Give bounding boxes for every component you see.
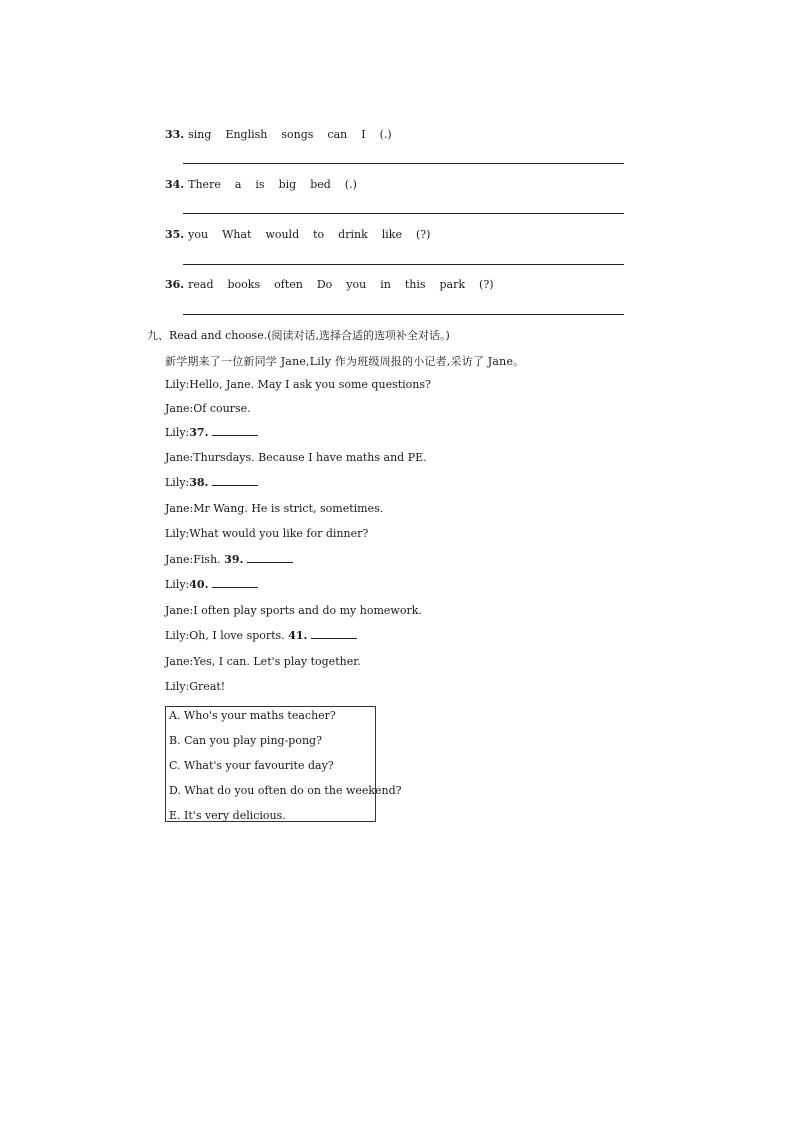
line-text: Fish. <box>193 553 221 566</box>
speaker: Jane: <box>165 402 194 415</box>
punctuation-hint: (?) <box>415 228 431 241</box>
blank-number: 41. <box>288 629 308 642</box>
dialogue-line <box>165 451 427 464</box>
question-number: 33. <box>165 128 185 141</box>
line-text: Oh, I love sports. <box>189 629 285 642</box>
question-36 <box>165 278 508 291</box>
speaker: Lily: <box>165 378 190 391</box>
blank-number: 37. <box>189 426 209 439</box>
dialogue-line <box>165 604 422 617</box>
punctuation-hint: (.) <box>379 128 392 141</box>
dialogue-line <box>165 426 258 439</box>
word: read <box>188 278 214 291</box>
option-c[interactable]: C. What's your favourite day? <box>169 759 334 772</box>
question-number: 34. <box>165 178 185 191</box>
line-text: Great! <box>189 680 226 693</box>
speaker: Jane: <box>165 451 194 464</box>
option-a[interactable]: A. Who's your maths teacher? <box>169 709 336 722</box>
option-e[interactable]: E. It's very delicious. <box>169 809 286 822</box>
line-text: Thursdays. Because I have maths and PE. <box>193 451 427 464</box>
answer-line-33[interactable] <box>183 163 624 164</box>
speaker: Lily: <box>165 527 190 540</box>
word: I <box>361 128 366 141</box>
answer-blank-39[interactable] <box>247 553 293 563</box>
speaker: Lily: <box>165 476 190 489</box>
dialogue-line <box>165 527 368 540</box>
dialogue-line <box>165 402 251 415</box>
word: songs <box>281 128 314 141</box>
speaker: Jane: <box>165 553 194 566</box>
word: is <box>255 178 265 191</box>
dialogue-line <box>165 553 293 566</box>
dialogue-line <box>165 476 258 489</box>
line-text: Of course. <box>193 402 251 415</box>
speaker: Lily: <box>165 426 190 439</box>
question-number: 36. <box>165 278 185 291</box>
question-34 <box>165 178 371 191</box>
line-text: Mr Wang. He is strict, sometimes. <box>193 502 384 515</box>
answer-blank-40[interactable] <box>212 578 258 588</box>
question-35 <box>165 228 444 241</box>
word: like <box>381 228 402 241</box>
options-box <box>165 706 402 822</box>
speaker: Jane: <box>165 502 194 515</box>
line-text: Hello, Jane. May I ask you some questions? <box>189 378 431 391</box>
word: this <box>404 278 426 291</box>
option-b[interactable]: B. Can you play ping-pong? <box>169 734 322 747</box>
word: would <box>265 228 300 241</box>
word: books <box>227 278 261 291</box>
dialogue-line <box>165 578 258 591</box>
blank-number: 38. <box>189 476 209 489</box>
answer-blank-37[interactable] <box>212 426 258 436</box>
blank-number: 39. <box>224 553 244 566</box>
line-text: What would you like for dinner? <box>189 527 369 540</box>
dialogue-line <box>165 378 431 391</box>
question-number: 35. <box>165 228 185 241</box>
section-title: 九、Read and choose.(阅读对话,选择合适的选项补全对话。) <box>147 329 450 342</box>
word: park <box>439 278 466 291</box>
answer-blank-38[interactable] <box>212 476 258 486</box>
blank-number: 40. <box>189 578 209 591</box>
speaker: Lily: <box>165 680 190 693</box>
word: in <box>380 278 391 291</box>
word: to <box>313 228 325 241</box>
speaker: Jane: <box>165 604 194 617</box>
dialogue-line <box>165 655 361 668</box>
word: What <box>222 228 252 241</box>
dialogue-line <box>165 629 357 642</box>
speaker: Jane: <box>165 655 194 668</box>
word: a <box>234 178 242 191</box>
answer-line-36[interactable] <box>183 314 624 315</box>
answer-blank-41[interactable] <box>311 629 357 639</box>
line-text: I often play sports and do my homework. <box>193 604 422 617</box>
answer-line-35[interactable] <box>183 264 624 265</box>
word: Do <box>316 278 333 291</box>
word: drink <box>338 228 368 241</box>
word: English <box>225 128 268 141</box>
word: There <box>188 178 221 191</box>
word: you <box>188 228 209 241</box>
option-d[interactable]: D. What do you often do on the weekend? <box>169 784 402 797</box>
speaker: Lily: <box>165 578 190 591</box>
section-intro: 新学期来了一位新同学 Jane,Lily 作为班级周报的小记者,采访了 Jane。 <box>165 355 525 368</box>
speaker: Lily: <box>165 629 190 642</box>
word: big <box>278 178 297 191</box>
dialogue-line <box>165 502 383 515</box>
word: you <box>346 278 367 291</box>
word: bed <box>310 178 331 191</box>
punctuation-hint: (.) <box>344 178 357 191</box>
word: often <box>274 278 303 291</box>
question-33 <box>165 128 406 141</box>
line-text: Yes, I can. Let's play together. <box>193 655 361 668</box>
word: sing <box>188 128 212 141</box>
dialogue-line <box>165 680 225 693</box>
answer-line-34[interactable] <box>183 213 624 214</box>
punctuation-hint: (?) <box>479 278 494 291</box>
word: can <box>327 128 348 141</box>
